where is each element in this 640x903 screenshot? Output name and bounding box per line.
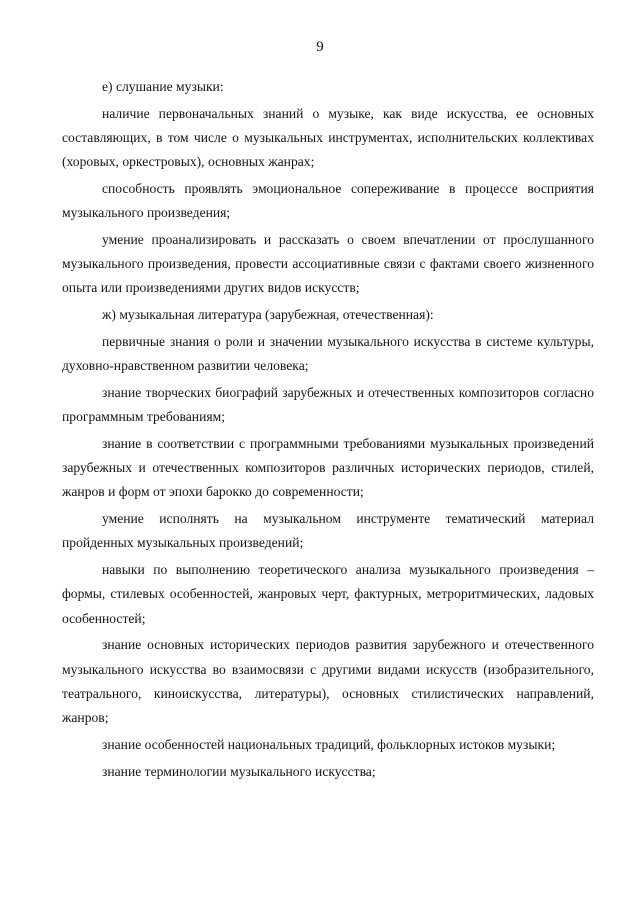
paragraph: навыки по выполнению теоретического анализа музыкального произведения – формы, стилевых особенностей, жанровых черт, фактурных, метроритмических, ладовых особенностей; (62, 562, 594, 626)
paragraph: первичные знания о роли и значении музыкального искусства в системе культуры, духовно-нравственном развитии человека; (62, 334, 594, 374)
paragraph: знание творческих биографий зарубежных и отечественных композиторов согласно программным требованиям; (62, 385, 594, 425)
document-body (62, 75, 594, 786)
section-heading-listening: е) слушание музыки: (102, 79, 224, 94)
section-heading-literature: ж) музыкальная литература (зарубежная, отечественная): (102, 307, 434, 323)
paragraph: знание терминологии музыкального искусства; (102, 763, 376, 779)
paragraph: знание основных исторических периодов развития зарубежного и отечественного музыкального искусства во взаимосвязи с другими видами искусств (изобразительного, театрального, киноискусства, литературы), основных стилистических направлений, жанров; (62, 637, 594, 726)
paragraph: наличие первоначальных знаний о музыке, как виде искусства, ее основных составляющих, в том числе о музыкальных инструментах, исполнительских коллективах (хоровых, оркестровых), основных жанрах; (62, 105, 594, 170)
page-number: 9 (316, 39, 324, 55)
paragraph: способность проявлять эмоциональное сопереживание в процессе восприятия музыкального произведения; (62, 181, 594, 221)
paragraph: знание в соответствии с программными требованиями музыкальных произведений зарубежных и отечественных композиторов различных исторических периодов, стилей, жанров и форм от эпохи барокко до современности; (62, 436, 594, 500)
paragraph: умение исполнять на музыкальном инструменте тематический материал пройденных музыкальных произведений; (62, 511, 594, 551)
paragraph: умение проанализировать и рассказать о своем впечатлении от прослушанного музыкального произведения, провести ассоциативные связи с фактами своего жизненного опыта или произведениями других видов искусств; (62, 232, 594, 296)
paragraph: знание особенностей национальных традиций, фольклорных истоков музыки; (102, 736, 556, 752)
